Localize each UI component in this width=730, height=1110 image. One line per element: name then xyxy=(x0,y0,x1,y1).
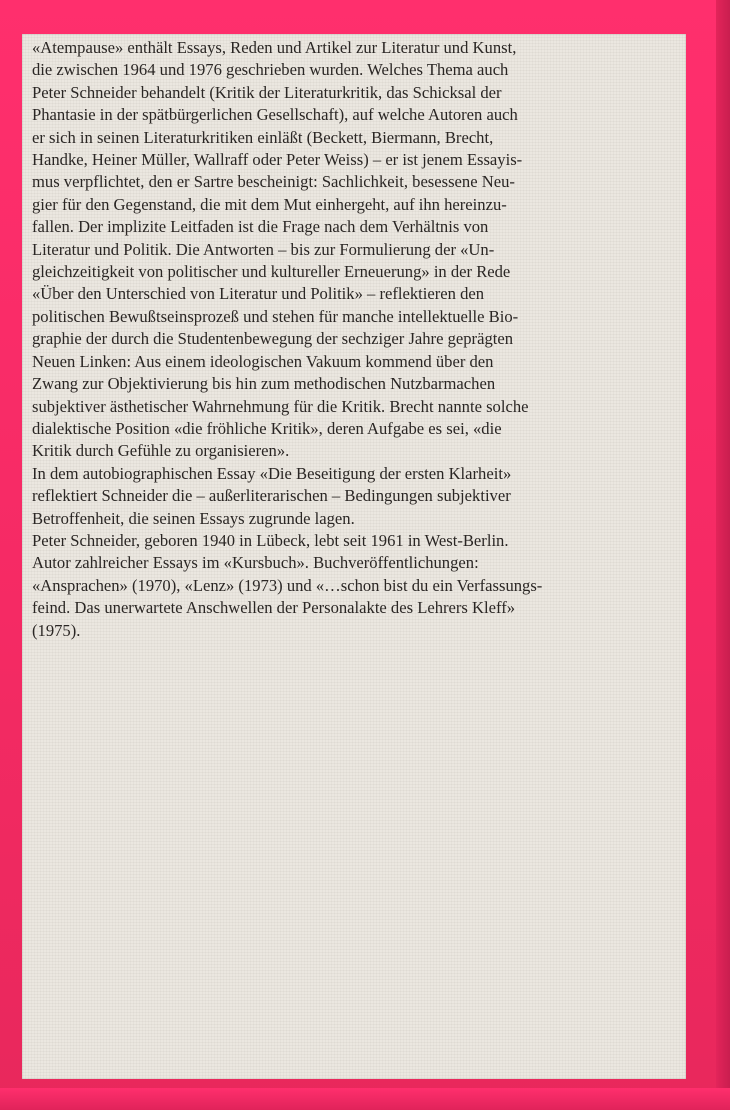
blurb-line: dialektische Position «die fröhliche Kritik», deren Aufgabe es sei, «die xyxy=(32,418,502,438)
blurb-line: gier für den Gegenstand, die mit dem Mut einhergeht, auf ihn hereinzu- xyxy=(32,194,507,214)
blurb-line: Peter Schneider behandelt (Kritik der Literaturkritik, das Schicksal der xyxy=(32,82,502,102)
blurb-line: mus verpflichtet, den er Sartre bescheinigt: Sachlichkeit, besessene Neu- xyxy=(32,172,515,192)
blurb-line: «Ansprachen» (1970), «Lenz» (1973) und «…schon bist du ein Verfassungs- xyxy=(32,575,543,595)
blurb-line: Betroffenheit, die seinen Essays zugrunde lagen. xyxy=(32,508,355,528)
blurb-line: er sich in seinen Literaturkritiken einläßt (Beckett, Biermann, Brecht, xyxy=(32,127,494,147)
blurb-line: Peter Schneider, geboren 1940 in Lübeck, lebt seit 1961 in West-Berlin. xyxy=(32,530,509,550)
cover-edge-right xyxy=(716,0,730,1110)
blurb-line: reflektiert Schneider die – außerliterarischen – Bedingungen subjektiver xyxy=(32,486,511,506)
blurb-line: graphie der durch die Studentenbewegung der sechziger Jahre geprägten xyxy=(32,329,514,349)
blurb-line: Kritik durch Gefühle zu organisieren». xyxy=(32,441,290,461)
blurb-line: Phantasie in der spätbürgerlichen Gesellschaft), auf welche Autoren auch xyxy=(32,105,518,125)
blurb-line: feind. Das unerwartete Anschwellen der Personalakte des Lehrers Kleff» xyxy=(32,598,516,618)
blurb-line: Autor zahlreicher Essays im «Kursbuch». Buchveröffentlichungen: xyxy=(32,553,479,573)
blurb-line: Neuen Linken: Aus einem ideologischen Vakuum kommend über den xyxy=(32,351,494,371)
blurb-line: (1975). xyxy=(32,620,81,640)
blurb-line: gleichzeitigkeit von politischer und kultureller Erneuerung» in der Rede xyxy=(32,262,511,282)
blurb-text xyxy=(32,37,682,642)
cover-edge-bottom xyxy=(0,1088,730,1110)
blurb-line: subjektiver ästhetischer Wahrnehmung für die Kritik. Brecht nannte solche xyxy=(32,396,529,416)
blurb-line: politischen Bewußtseinsprozeß und stehen für manche intellektuelle Bio- xyxy=(32,306,519,326)
back-cover-paper xyxy=(22,34,686,1079)
blurb-line: fallen. Der implizite Leitfaden ist die Frage nach dem Verhältnis von xyxy=(32,217,489,237)
blurb-line: In dem autobiographischen Essay «Die Beseitigung der ersten Klarheit» xyxy=(32,463,512,483)
blurb-line: Literatur und Politik. Die Antworten – bis zur Formulierung der «Un- xyxy=(32,239,495,259)
blurb-line: Handke, Heiner Müller, Wallraff oder Peter Weiss) – er ist jenem Essayis- xyxy=(32,150,523,170)
blurb-line: «Über den Unterschied von Literatur und Politik» – reflektieren den xyxy=(32,284,485,304)
blurb-line: «Atempause» enthält Essays, Reden und Artikel zur Literatur und Kunst, xyxy=(32,38,517,57)
blurb-line: die zwischen 1964 und 1976 geschrieben wurden. Welches Thema auch xyxy=(32,60,509,80)
blurb-line: Zwang zur Objektivierung bis hin zum methodischen Nutzbarmachen xyxy=(32,374,496,394)
